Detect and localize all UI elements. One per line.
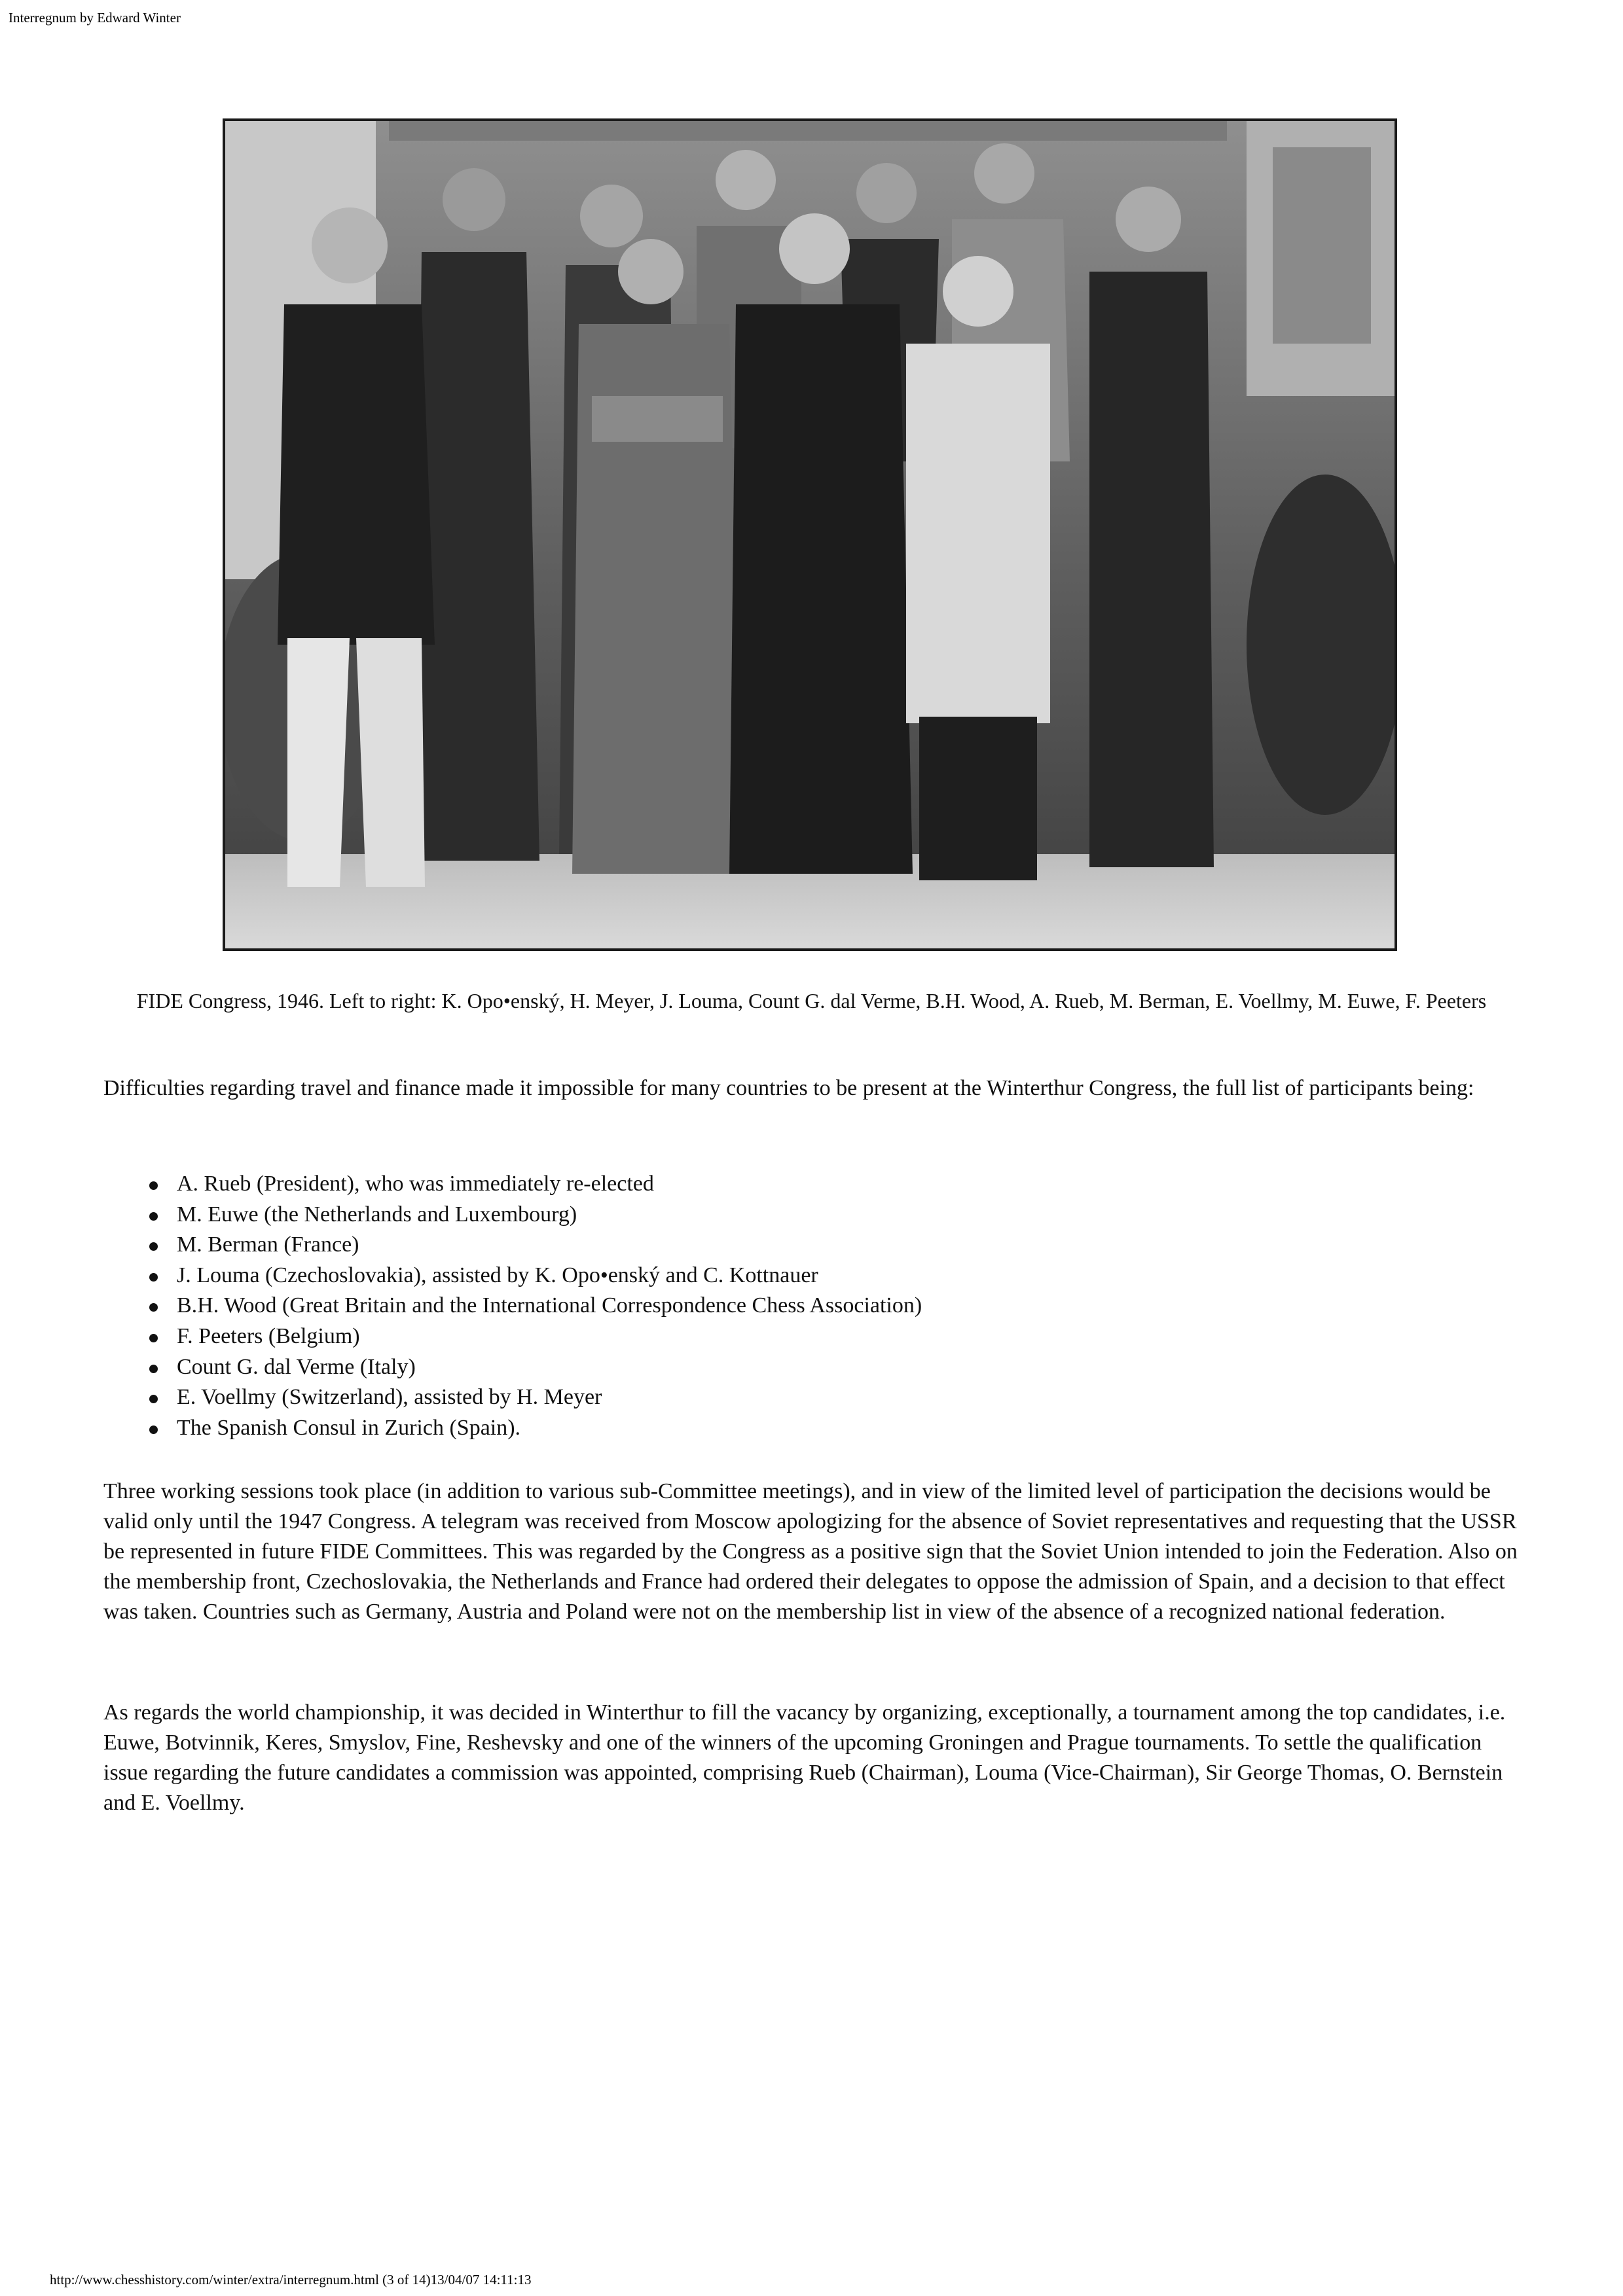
list-item-text: The Spanish Consul in Zurich (Spain).: [177, 1415, 521, 1440]
list-item-text: M. Euwe (the Netherlands and Luxembourg): [177, 1202, 577, 1227]
list-item: [149, 1352, 1459, 1383]
bullet-icon: [149, 1181, 158, 1190]
list-item: [149, 1321, 1459, 1352]
list-item: [149, 1291, 1459, 1321]
list-item-text: F. Peeters (Belgium): [177, 1323, 360, 1348]
bullet-icon: [149, 1273, 158, 1282]
list-item-text: Count G. dal Verme (Italy): [177, 1354, 416, 1379]
list-item: [149, 1200, 1459, 1230]
bullet-icon: [149, 1212, 158, 1221]
bullet-icon: [149, 1426, 158, 1434]
bullet-icon: [149, 1334, 158, 1342]
championship-paragraph: As regards the world championship, it was decided in Winterthur to fill the vacancy by organizing, exceptionally, a tournament among the top candidates, i.e. Euwe, Botvinnik, Keres, Smyslov, Fine, Reshevsky and one of the winners of the upcoming Groningen and Prague tournaments. To settle the qualification issue regarding the future candidates a commission was appointed, comprising Rueb (Chairman), Louma (Vice-Chairman), Sir George Thomas, O. Bernstein and E. Voellmy.: [103, 1700, 1506, 1815]
intro-paragraph: Difficulties regarding travel and finance made it impossible for many countries to be present at the Winterthur Congress, the full list of participants being:: [103, 1076, 1474, 1100]
bullet-icon: [149, 1242, 158, 1251]
bullet-icon: [149, 1303, 158, 1312]
sessions-paragraph: Three working sessions took place (in addition to various sub-Committee meetings), and in view of the limited level of participation the decisions would be valid only until the 1947 Congress. A telegram was received from Moscow apologizing for the absence of Soviet representatives and requesting that the USSR be represented in future FIDE Committees. This was regarded by the Congress as a positive sign that the Soviet Union intended to join the Federation. Also on the membership front, Czechoslovakia, the Netherlands and France had ordered their delegates to oppose the admission of Spain, and a decision to that effect was taken. Countries such as Germany, Austria and Poland were not on the membership list in view of the absence of a recognized national federation.: [103, 1479, 1518, 1624]
list-item: [149, 1169, 1459, 1200]
page-header-title: Interregnum by Edward Winter: [9, 10, 181, 26]
list-item-text: E. Voellmy (Switzerland), assisted by H. Meyer: [177, 1385, 602, 1410]
group-photo-illustration: [225, 121, 1395, 948]
bullet-icon: [149, 1395, 158, 1403]
list-item: [149, 1261, 1459, 1291]
list-item-text: B.H. Wood (Great Britain and the International Correspondence Chess Association): [177, 1293, 922, 1318]
list-item-text: M. Berman (France): [177, 1232, 359, 1257]
list-item: [149, 1413, 1459, 1444]
group-photo: [223, 118, 1397, 951]
list-item: [149, 1230, 1459, 1261]
participants-list: [149, 1169, 1459, 1443]
list-item-text: A. Rueb (President), who was immediately re-elected: [177, 1172, 654, 1196]
bullet-icon: [149, 1365, 158, 1373]
footer-url[interactable]: http://www.chesshistory.com/winter/extra/interregnum.html (3 of 14)13/04/07 14:11:13: [50, 2272, 532, 2287]
list-item-text: J. Louma (Czechoslovakia), assisted by K. Opo•enský and C. Kottnauer: [177, 1263, 818, 1287]
photo-caption: FIDE Congress, 1946. Left to right: K. Opo•enský, H. Meyer, J. Louma, Count G. dal Verme, B.H. Wood, A. Rueb, M. Berman, E. Voellmy, M. Euwe, F. Peeters: [136, 989, 1487, 1013]
list-item: [149, 1382, 1459, 1413]
